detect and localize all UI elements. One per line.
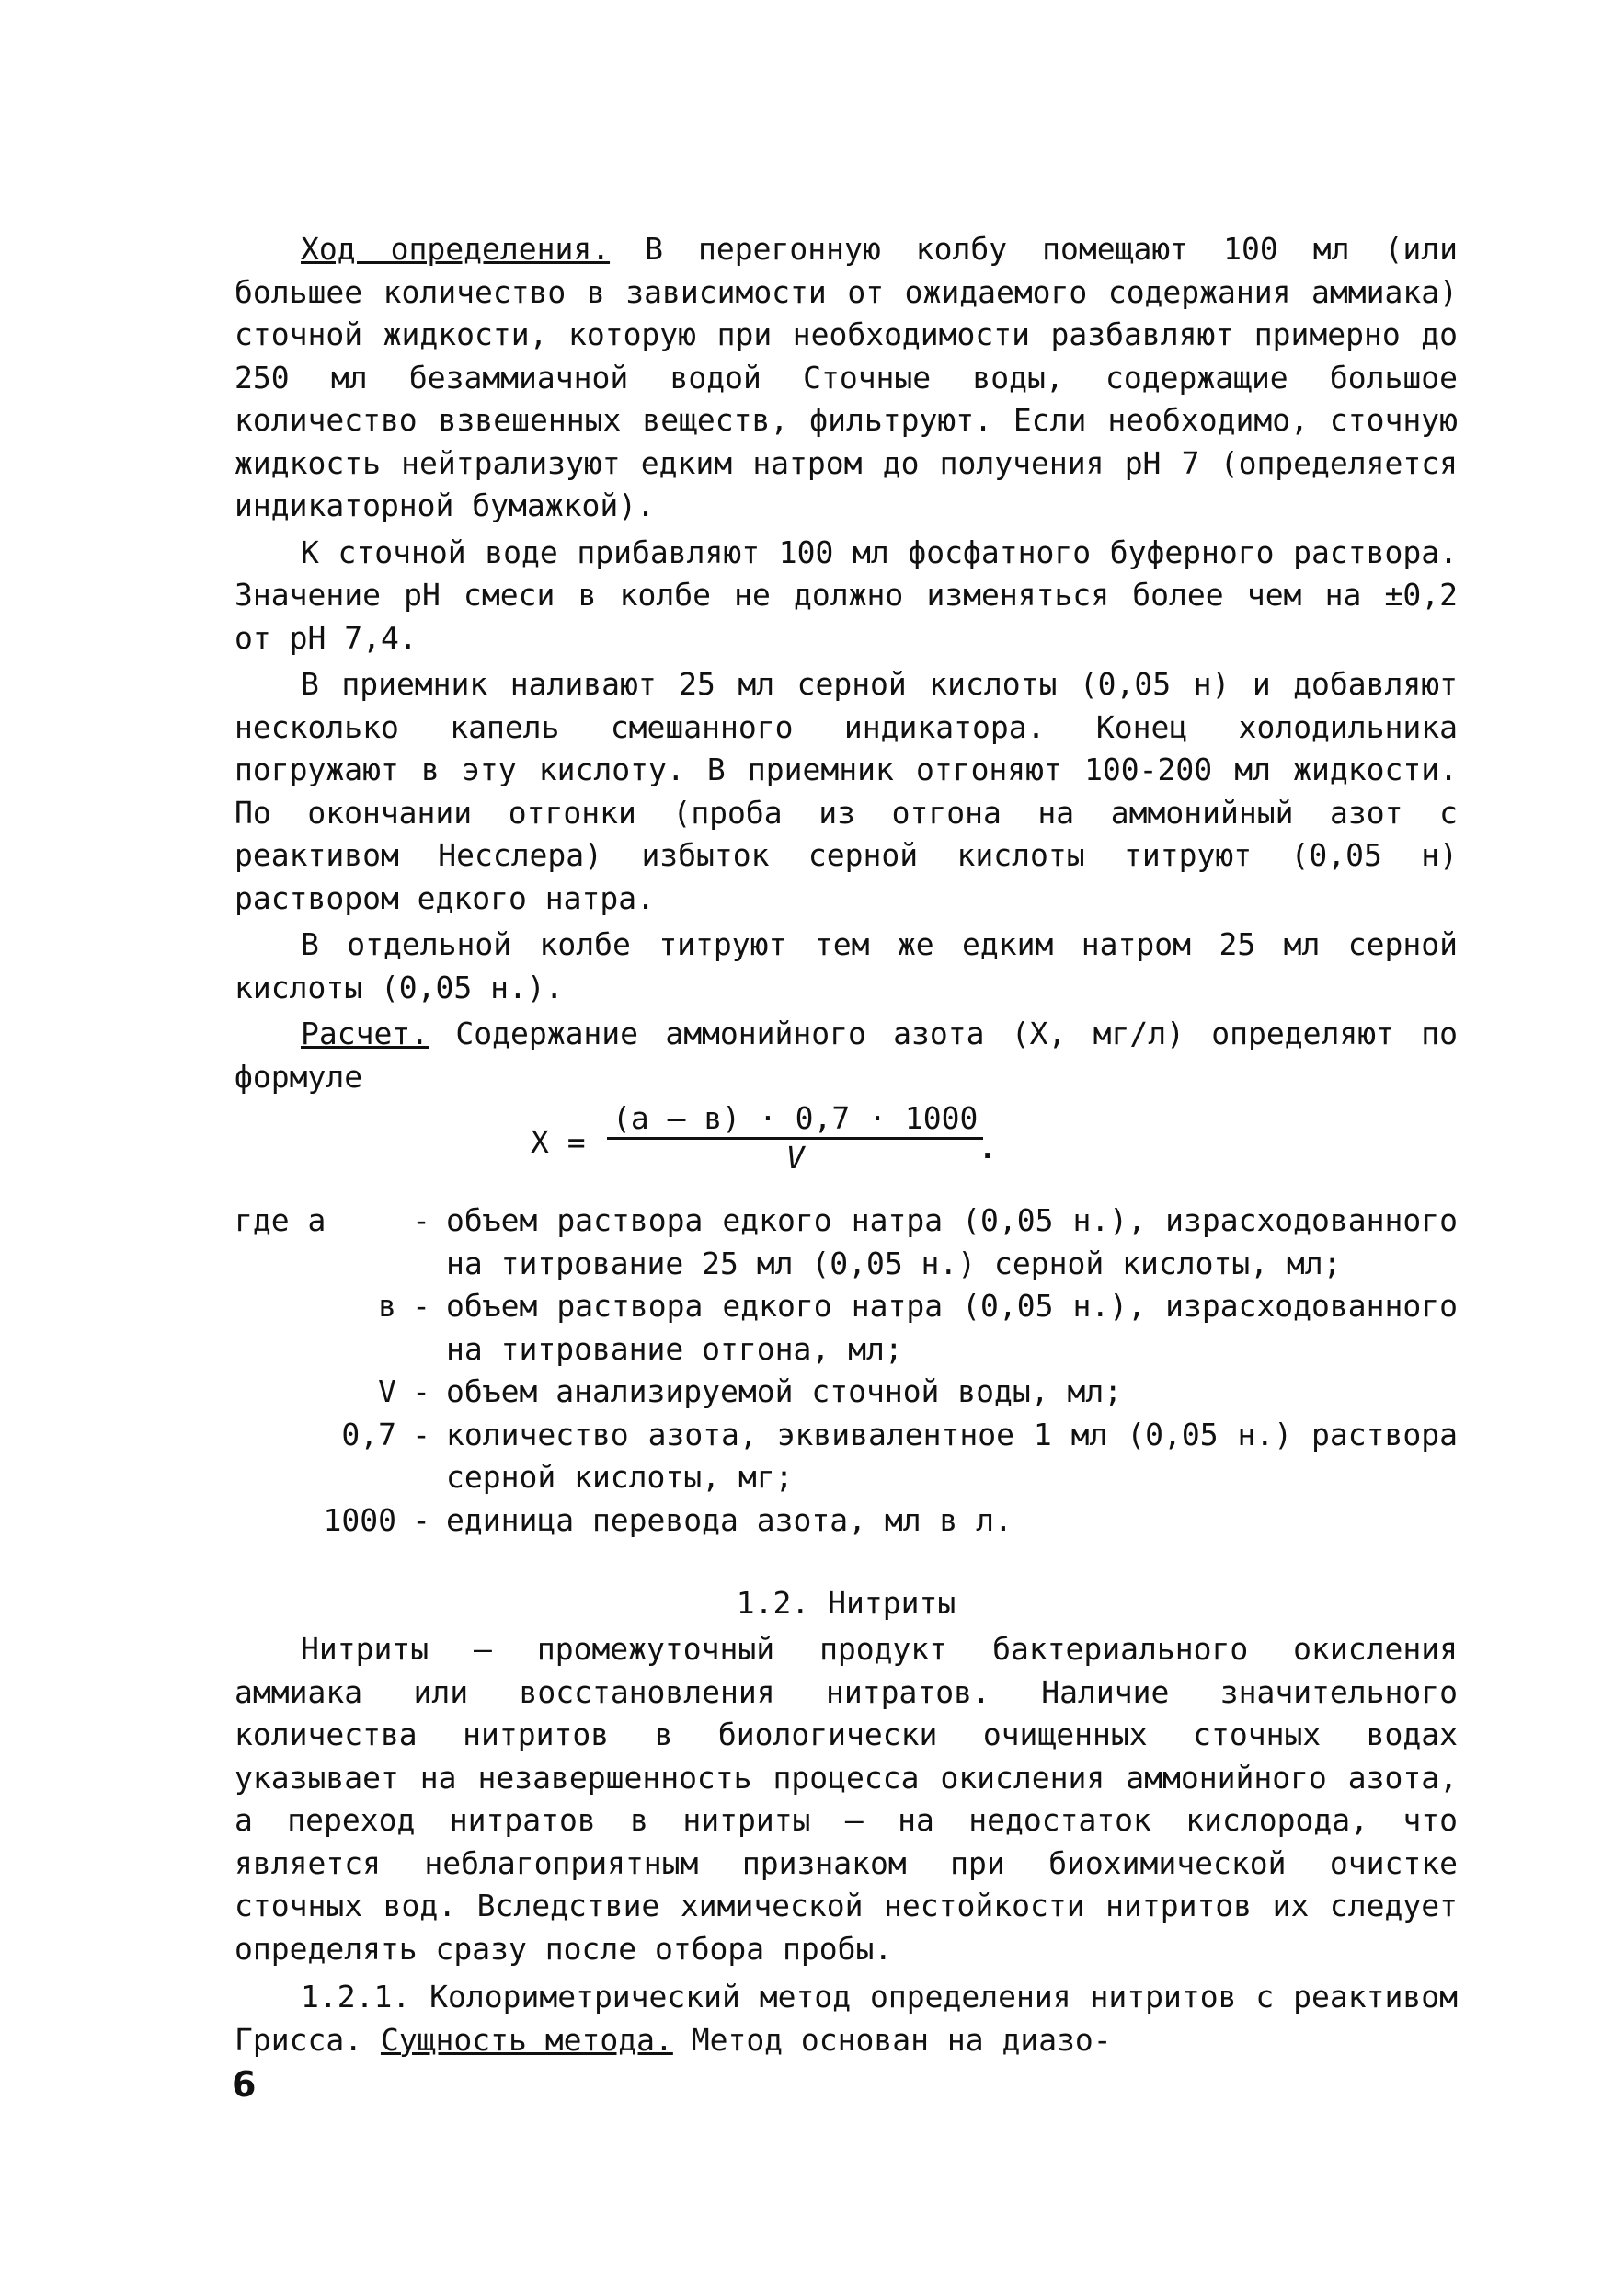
definition-symbol: 1000 bbox=[323, 1501, 396, 1538]
definition-row bbox=[235, 1200, 1458, 1285]
nitrites-block bbox=[235, 1628, 1458, 2061]
definition-text: объем анализируемой сточной воды, мл; bbox=[446, 1373, 1123, 1409]
method-heading: 1.2.1. Колориметрический метод определения нитритов с реактивом Грисса. bbox=[235, 1979, 1458, 2058]
calculation-text: Содержание аммонийного азота (X, мг/л) определяют по формуле bbox=[235, 1016, 1458, 1095]
definition-dash: - bbox=[412, 1373, 430, 1409]
paragraph-buffer: К сточной воде прибавляют 100 мл фосфатного буферного раствора. Значение pH смеси в колбе не должно изменяться более чем на ±0,2 от pH 7,4. bbox=[235, 534, 1458, 656]
method-essence-heading: Сущность метода. bbox=[380, 2021, 673, 2058]
definition-row bbox=[235, 1499, 1458, 1543]
definition-row bbox=[235, 1285, 1458, 1371]
definition-symbol: 0,7 bbox=[341, 1416, 396, 1452]
definition-row bbox=[235, 1414, 1458, 1499]
formula-definitions bbox=[235, 1200, 1458, 1542]
definition-dash: - bbox=[412, 1288, 430, 1324]
definition-dash: - bbox=[412, 1202, 430, 1238]
definition-text: объем раствора едкого натра (0,05 н.), израсходованного на титрование отгона, мл; bbox=[446, 1288, 1458, 1367]
definition-symbol: V bbox=[378, 1373, 396, 1409]
paragraph-nitrites: Нитриты – промежуточный продукт бактериального окисления аммиака или восстановления нитратов. Наличие значительного количества нитритов в биологически очищенных сточных водах указывает на незавершенность процесса окисления аммонийного азота, а переход нитратов в нитриты – на недостаток кислорода, что является неблагоприятным признаком при биохимической очистке сточных вод. Вследствие химической нестойкости нитритов их следует определять сразу после отбора пробы. bbox=[235, 1631, 1458, 1967]
section-heading: 1.2. Нитриты bbox=[736, 1585, 956, 1621]
paragraph-calculation bbox=[235, 1013, 1458, 1098]
method-text: Метод основан на диазо- bbox=[672, 2021, 1112, 2058]
paragraph-blank: В отдельной колбе титруют тем же едким натром 25 мл серной кислоты (0,05 н.). bbox=[235, 926, 1458, 1005]
paragraph-method bbox=[235, 1976, 1458, 2061]
definition-row bbox=[235, 1371, 1458, 1414]
formula-end: . bbox=[979, 1130, 997, 1165]
procedure-text: В перегонную колбу помещают 100 мл (или большее количество в зависимости от ожидаемого содержания аммиака) сточной жидкости, которую при необходимости разбавляют примерно до 250 мл безаммиачной водой Сточные воды, содержащие большое количество взвешенных веществ, фильтруют. Если необходимо, сточную жидкость нейтрализуют едким натром до получения pH 7 (определяется индикаторной бумажкой). bbox=[235, 231, 1458, 523]
formula-numerator: (а – в) · 0,7 · 1000 bbox=[607, 1100, 983, 1140]
page-number: 6 bbox=[232, 2064, 257, 2105]
formula-fraction bbox=[607, 1100, 983, 1177]
definition-dash: - bbox=[412, 1416, 430, 1452]
calculation-heading: Расчет. bbox=[301, 1016, 429, 1051]
definition-text: объем раствора едкого натра (0,05 н.), израсходованного на титрование 25 мл (0,05 н.) серной кислоты, мл; bbox=[446, 1202, 1458, 1281]
definition-dash: - bbox=[412, 1501, 430, 1538]
procedure-block bbox=[235, 228, 1458, 1098]
definition-text: единица перевода азота, мл в л. bbox=[446, 1501, 1013, 1538]
definition-symbol: где а bbox=[235, 1202, 326, 1238]
formula-lhs: X = bbox=[531, 1124, 586, 1160]
paragraph-receiver: В приемник наливают 25 мл серной кислоты (0,05 н) и добавляют несколько капель смешанного индикатора. Конец холодильника погружают в эту кислоту. В приемник отгоняют 100-200 мл жидкости. По окончании отгонки (проба из отгона на аммонийный азот с реактивом Несслера) избыток серной кислоты титруют (0,05 н) раствором едкого натра. bbox=[235, 666, 1458, 916]
definition-text: количество азота, эквивалентное 1 мл (0,05 н.) раствора серной кислоты, мг; bbox=[446, 1416, 1458, 1495]
paragraph-procedure bbox=[235, 228, 1458, 528]
formula-denominator: V bbox=[785, 1140, 805, 1176]
procedure-heading: Ход определения. bbox=[301, 231, 611, 267]
definition-symbol: в bbox=[378, 1288, 396, 1324]
